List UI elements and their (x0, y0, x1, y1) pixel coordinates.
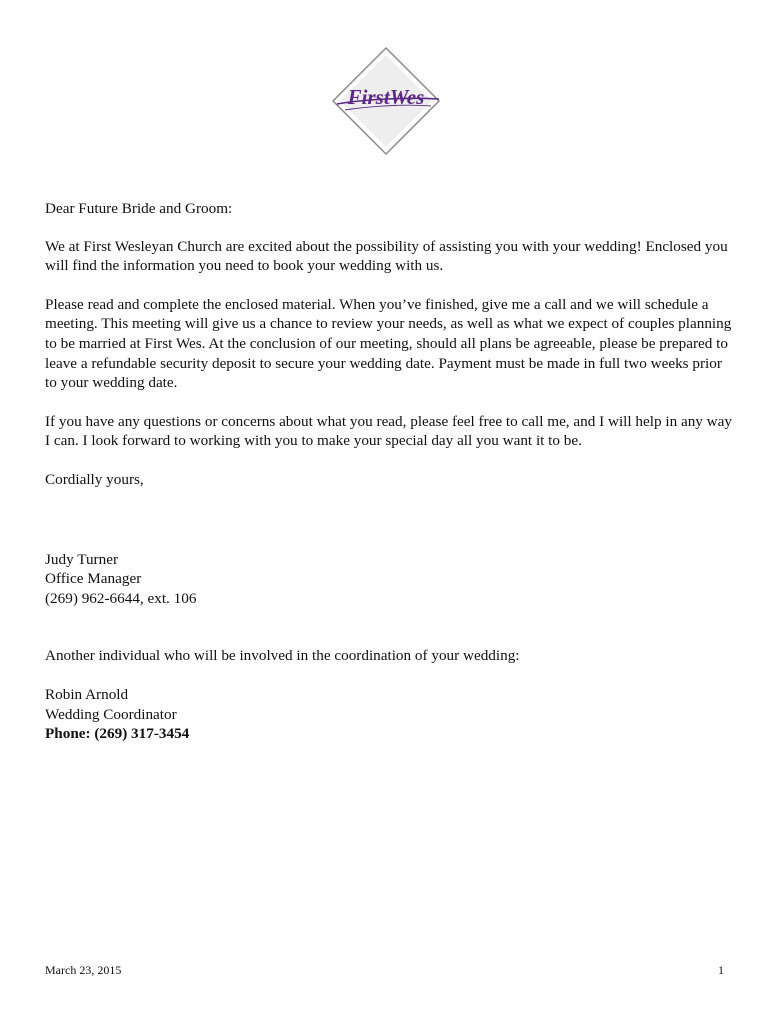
letter-body (45, 199, 735, 744)
footer-date: March 23, 2015 (45, 963, 122, 977)
first-wes-logo (331, 46, 441, 156)
coordinator-title: Wedding Coordinator (45, 705, 177, 723)
paragraph-intro: We at First Wesleyan Church are excited about the possibility of assisting you with your wedding! Enclosed you will find the information you need to book your wedding with us. (45, 237, 728, 275)
signature-block (45, 550, 735, 609)
signer-name: Judy Turner (45, 550, 119, 568)
svg-text:FirstWes: FirstWes (347, 85, 425, 109)
closing: Cordially yours, (45, 470, 144, 488)
coordinator-phone: Phone: (269) 317-3454 (45, 725, 190, 743)
contact-intro: Another individual who will be involved in the coordination of your wedding: (45, 647, 520, 665)
coordinator-name: Robin Arnold (45, 685, 129, 703)
coordinator-block (45, 685, 735, 744)
salutation: Dear Future Bride and Groom: (45, 200, 233, 217)
signer-phone: (269) 962-6644, ext. 106 (45, 589, 197, 607)
paragraph-instructions: Please read and complete the enclosed material. When you’ve finished, give me a call and we will schedule a meeting. This meeting will give us a chance to review your needs, as well as what we expect of couples planning to be married at First Wes. At the conclusion of our meeting, should all plans be agreeable, please be prepared to leave a refundable security deposit to secure your wedding date. Payment must be made in full two weeks prior to your wedding date. (45, 295, 732, 392)
page-number: 1 (718, 963, 724, 977)
paragraph-questions: If you have any questions or concerns about what you read, please feel free to call me, and I will help in any way I can. I look forward to working with you to make your special day all you want it to be. (45, 412, 732, 450)
signer-title: Office Manager (45, 570, 142, 588)
